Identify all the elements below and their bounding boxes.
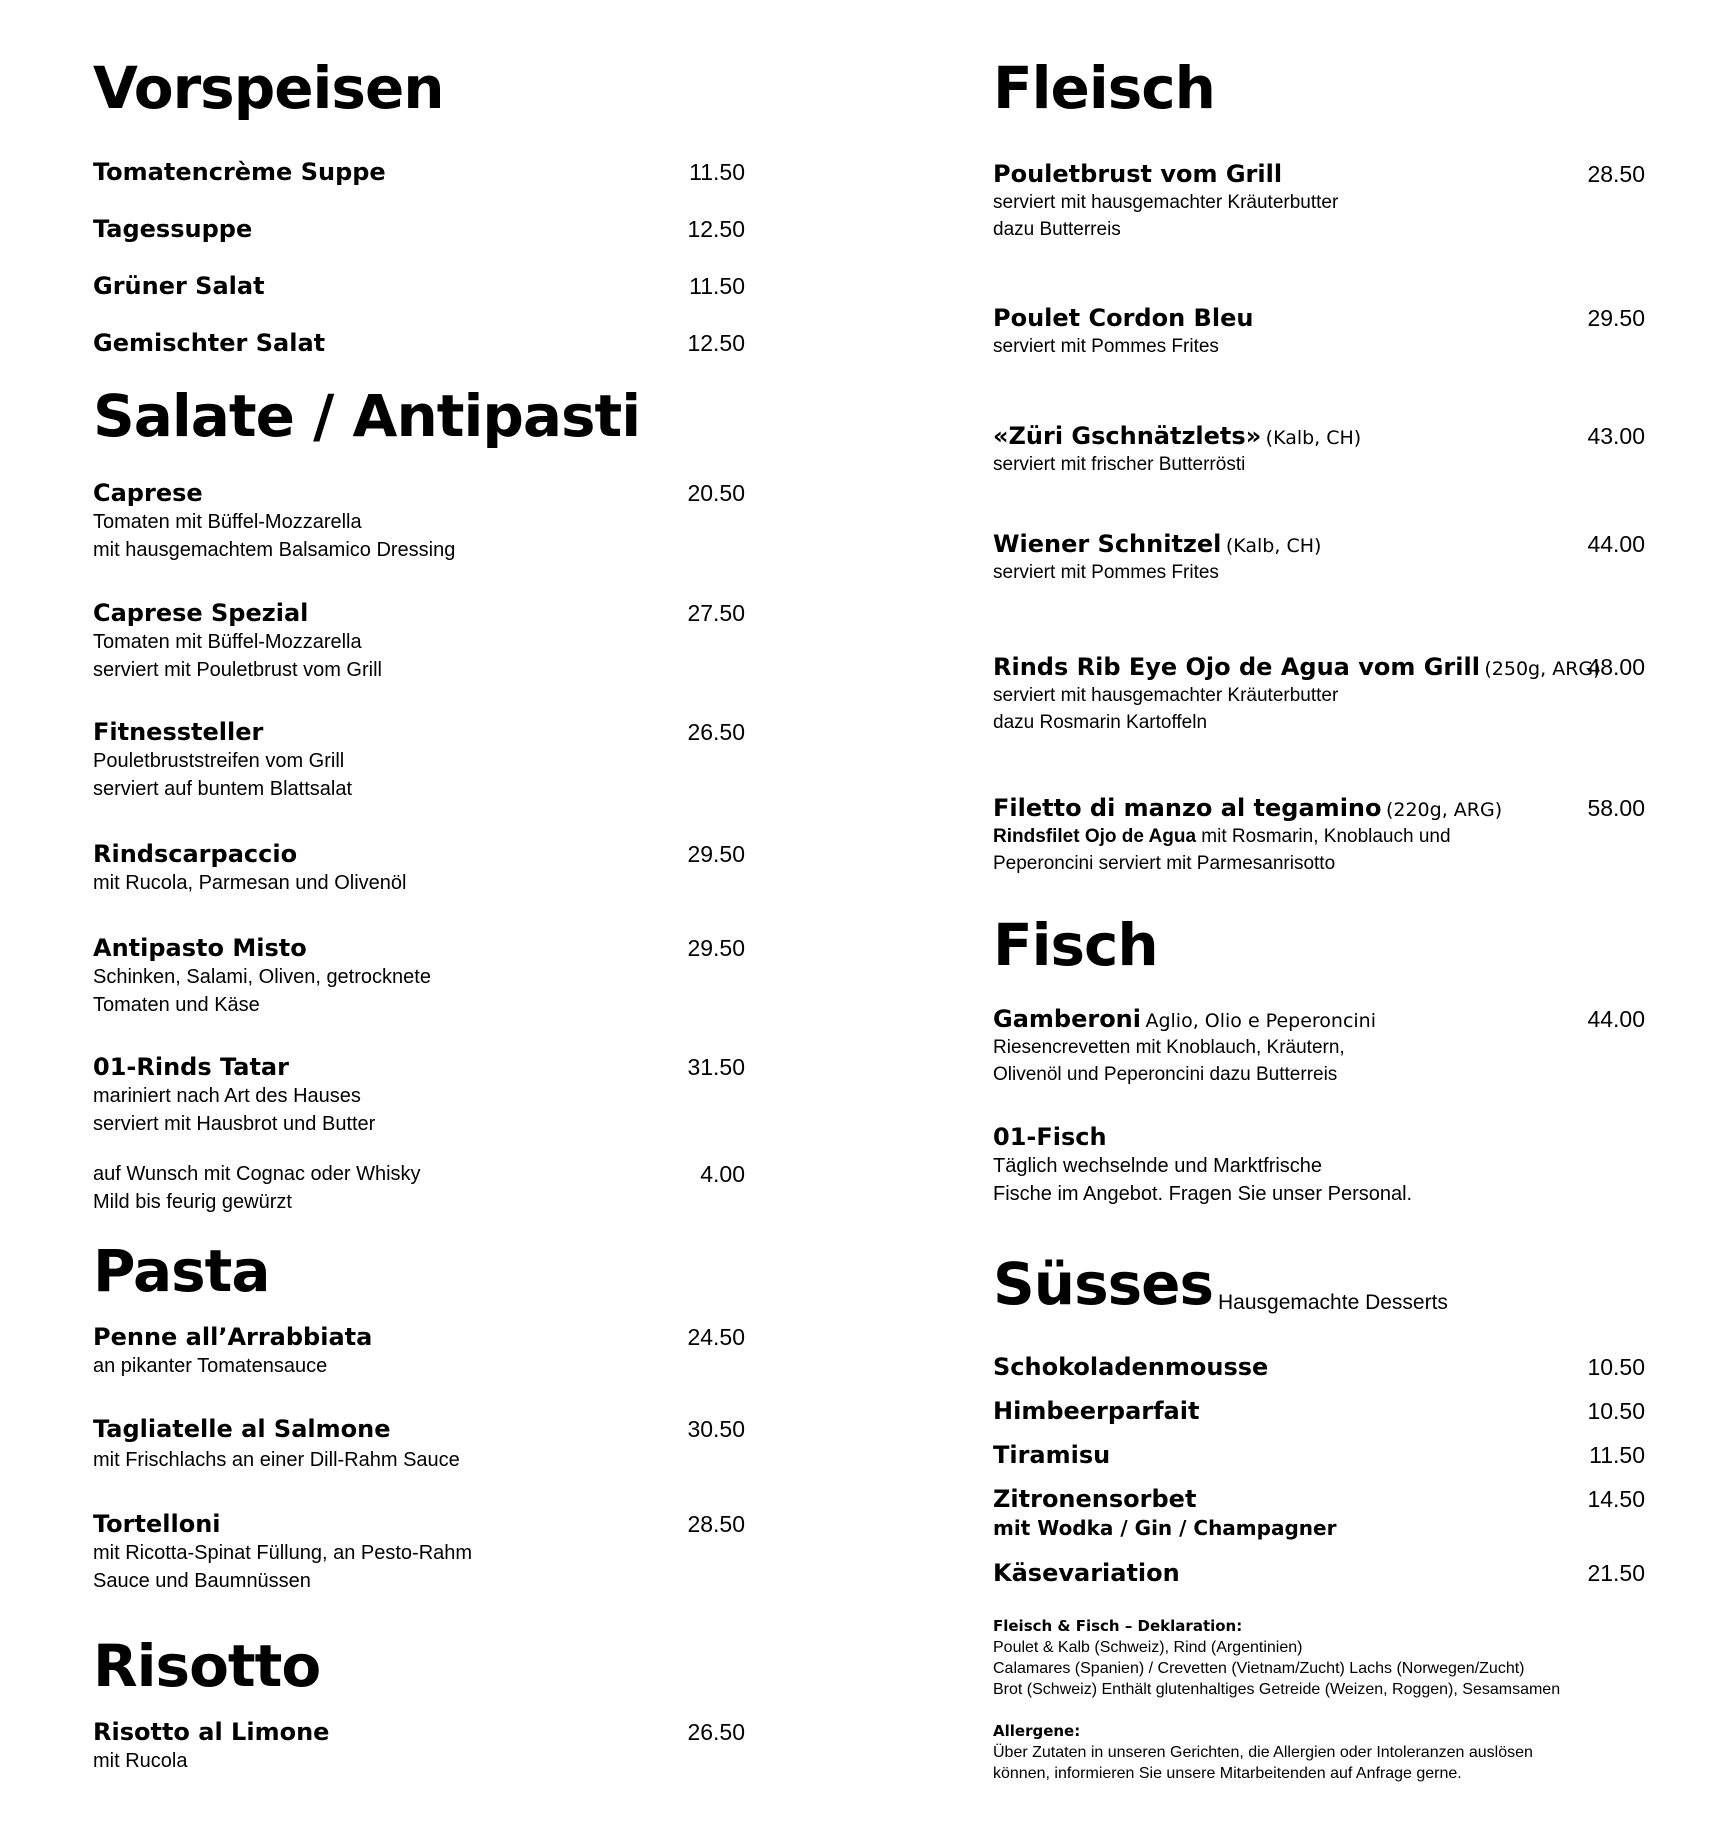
item-sub-option: mit Wodka / Gin / Champagner [993, 1516, 1337, 1540]
menu-item [993, 159, 1645, 243]
declaration-line: Calamares (Spanien) / Crevetten (Vietnam/Zucht) Lachs (Norwegen/Zucht) [993, 1660, 1525, 1677]
item-name: Schokoladenmousse [993, 1353, 1269, 1381]
item-description: serviert mit Pouletbrust vom Grill [93, 659, 382, 681]
item-description: mit Ricotta-Spinat Füllung, an Pesto-Rahm [93, 1542, 473, 1564]
item-price: 26.50 [687, 1719, 745, 1745]
item-price: 12.50 [687, 216, 745, 242]
menu-item [993, 1396, 1645, 1426]
item-note: (Kalb, CH) [1265, 427, 1362, 449]
item-description: Sauce und Baumnüssen [93, 1570, 311, 1592]
menu-item [993, 1352, 1645, 1382]
item-description: serviert auf buntem Blattsalat [93, 778, 353, 800]
item-description: Täglich wechselnde und Marktfrische [993, 1155, 1323, 1177]
item-description: Fische im Angebot. Fragen Sie unser Personal. [993, 1183, 1413, 1205]
menu-item [93, 1322, 745, 1380]
menu-item [993, 1122, 1645, 1208]
item-price: 31.50 [687, 1054, 745, 1080]
item-price: 48.00 [1587, 654, 1645, 680]
item-price: 43.00 [1587, 423, 1645, 449]
item-description: Riesencrevetten mit Knoblauch, Kräutern, [993, 1037, 1345, 1058]
item-price: 26.50 [687, 719, 745, 745]
item-description: serviert mit Pommes Frites [993, 336, 1219, 357]
menu-item [993, 652, 1645, 736]
menu-item [93, 1717, 745, 1775]
allergen-line: Über Zutaten in unseren Gerichten, die Allergien oder Intoleranzen auslösen [993, 1744, 1533, 1761]
item-price: 14.50 [1587, 1486, 1645, 1512]
menu-item [93, 157, 745, 187]
menu-item [93, 214, 745, 244]
item-description: mariniert nach Art des Hauses [93, 1085, 361, 1107]
item-name: Gemischter Salat [93, 329, 326, 357]
item-price: 44.00 [1587, 531, 1645, 557]
item-price: 12.50 [687, 330, 745, 356]
menu-item [93, 598, 745, 684]
item-price: 58.00 [1587, 795, 1645, 821]
menu-item [993, 303, 1645, 360]
item-price: 4.00 [700, 1161, 745, 1187]
item-description: dazu Butterreis [993, 219, 1121, 240]
item-name: Filetto di manzo al tegamino [993, 794, 1382, 822]
section-title-fisch: Fisch [993, 911, 1158, 979]
item-description: Peperoncini serviert mit Parmesanrisotto [993, 853, 1336, 874]
item-name: Tiramisu [993, 1441, 1111, 1469]
item-description: Mild bis feurig gewürzt [93, 1191, 292, 1213]
item-description: serviert mit Pommes Frites [993, 562, 1219, 583]
item-name: Poulet Cordon Bleu [993, 304, 1254, 332]
section-title-pasta: Pasta [93, 1237, 270, 1305]
menu-item [993, 529, 1645, 586]
item-description: dazu Rosmarin Kartoffeln [993, 712, 1208, 733]
menu-item [993, 1004, 1645, 1088]
item-name: 01-Rinds Tatar [93, 1053, 289, 1081]
item-description [993, 823, 1645, 850]
section-title-vorspeisen: Vorspeisen [93, 54, 444, 122]
item-name: Rindscarpaccio [93, 840, 298, 868]
item-description: Tomaten mit Büffel-Mozzarella [93, 631, 362, 653]
item-price: 10.50 [1587, 1398, 1645, 1424]
item-description-bold: Rindsfilet Ojo de Agua [993, 826, 1197, 847]
menu-item [93, 933, 745, 1019]
item-price: 24.50 [687, 1324, 745, 1350]
item-name: Zitronensorbet [993, 1485, 1197, 1513]
item-note: (250g, ARG) [1484, 658, 1601, 680]
item-description: serviert mit Hausbrot und Butter [93, 1113, 376, 1135]
item-description-rest: mit Rosmarin, Knoblauch und [1196, 826, 1451, 847]
item-price: 29.50 [687, 841, 745, 867]
menu-item [93, 271, 745, 301]
menu-item [993, 793, 1645, 877]
item-description: Pouletbruststreifen vom Grill [93, 750, 345, 772]
item-price: 27.50 [687, 600, 745, 626]
item-description: serviert mit frischer Butterrösti [993, 454, 1246, 475]
item-name: Gamberoni [993, 1005, 1141, 1033]
item-description: serviert mit hausgemachter Kräuterbutter [993, 192, 1339, 213]
item-note: (Kalb, CH) [1225, 535, 1322, 557]
item-price: 10.50 [1587, 1354, 1645, 1380]
item-name: Risotto al Limone [93, 1718, 330, 1746]
item-name: Caprese [93, 479, 203, 507]
item-description: mit Rucola, Parmesan und Olivenöl [93, 872, 407, 894]
item-description: Tomaten und Käse [93, 994, 260, 1016]
item-name: Tagessuppe [93, 215, 253, 243]
section-title-salate: Salate / Antipasti [93, 382, 641, 450]
item-name: 01-Fisch [993, 1123, 1107, 1151]
declaration-line: Poulet & Kalb (Schweiz), Rind (Argentinien) [993, 1639, 1303, 1656]
item-note: (220g, ARG) [1385, 799, 1503, 821]
section-subtitle: Hausgemachte Desserts [1218, 1291, 1448, 1314]
menu-item [93, 839, 745, 897]
item-price: 28.50 [1587, 161, 1645, 187]
extra-line: auf Wunsch mit Cognac oder Whisky [93, 1163, 421, 1185]
item-description: Olivenöl und Peperoncini dazu Butterreis [993, 1064, 1338, 1085]
item-price: 44.00 [1587, 1006, 1645, 1032]
item-name: Fitnessteller [93, 718, 264, 746]
menu-item [993, 1484, 1645, 1542]
item-price: 29.50 [1587, 305, 1645, 331]
menu-item [93, 1052, 745, 1138]
menu-item [93, 1414, 745, 1474]
menu-item [993, 421, 1645, 478]
item-name: Pouletbrust vom Grill [993, 160, 1283, 188]
item-name: Tagliatelle al Salmone [93, 1415, 391, 1443]
item-description: Schinken, Salami, Oliven, getrocknete [93, 966, 431, 988]
item-description: mit Rucola [93, 1750, 188, 1772]
item-price: 28.50 [687, 1511, 745, 1537]
item-name: Grüner Salat [93, 272, 265, 300]
spacer [993, 1700, 1653, 1721]
item-price: 29.50 [687, 935, 745, 961]
item-name: Antipasto Misto [93, 934, 307, 962]
menu-item [93, 1509, 745, 1595]
item-name: Tomatencrème Suppe [93, 158, 386, 186]
item-description: mit Frischlachs an einer Dill-Rahm Sauce [93, 1449, 460, 1471]
menu-item [93, 717, 745, 803]
section-title-fleisch: Fleisch [993, 54, 1215, 122]
item-price: 11.50 [689, 159, 745, 185]
item-description: Tomaten mit Büffel-Mozzarella [93, 511, 362, 533]
menu-item [93, 478, 745, 564]
item-name: Tortelloni [93, 1510, 221, 1538]
item-name: Penne all’Arrabbiata [93, 1323, 373, 1351]
allergen-heading: Allergene: [993, 1722, 1081, 1740]
item-name: Wiener Schnitzel [993, 530, 1222, 558]
item-price: 21.50 [1587, 1560, 1645, 1586]
item-name: Rinds Rib Eye Ojo de Agua vom Grill [993, 653, 1480, 681]
item-name: Käsevariation [993, 1559, 1180, 1587]
item-name: Himbeerparfait [993, 1397, 1200, 1425]
declaration-heading: Fleisch & Fisch – Deklaration: [993, 1617, 1243, 1635]
item-price: 11.50 [1589, 1442, 1645, 1468]
allergen-line: können, informieren Sie unsere Mitarbeitenden auf Anfrage gerne. [993, 1765, 1462, 1782]
declaration-line: Brot (Schweiz) Enthält glutenhaltiges Getreide (Weizen, Roggen), Sesamsamen [993, 1681, 1561, 1698]
item-name: Caprese Spezial [93, 599, 309, 627]
section-title-suesses: Süsses [993, 1250, 1213, 1318]
item-price: 20.50 [687, 480, 745, 506]
declaration-block [993, 1616, 1653, 1784]
menu-item [993, 1440, 1645, 1470]
section-title-risotto: Risotto [93, 1632, 321, 1700]
menu-item-extra [93, 1160, 745, 1216]
item-description: an pikanter Tomatensauce [93, 1355, 328, 1377]
menu-item [93, 328, 745, 358]
item-name: «Züri Gschnätzlets» [993, 422, 1262, 450]
item-price: 11.50 [689, 273, 745, 299]
menu-item [993, 1558, 1645, 1588]
item-price: 30.50 [687, 1416, 745, 1442]
item-description: mit hausgemachtem Balsamico Dressing [93, 539, 456, 561]
item-description: serviert mit hausgemachter Kräuterbutter [993, 685, 1339, 706]
item-note: Aglio, Olio e Peperoncini [1145, 1010, 1377, 1032]
